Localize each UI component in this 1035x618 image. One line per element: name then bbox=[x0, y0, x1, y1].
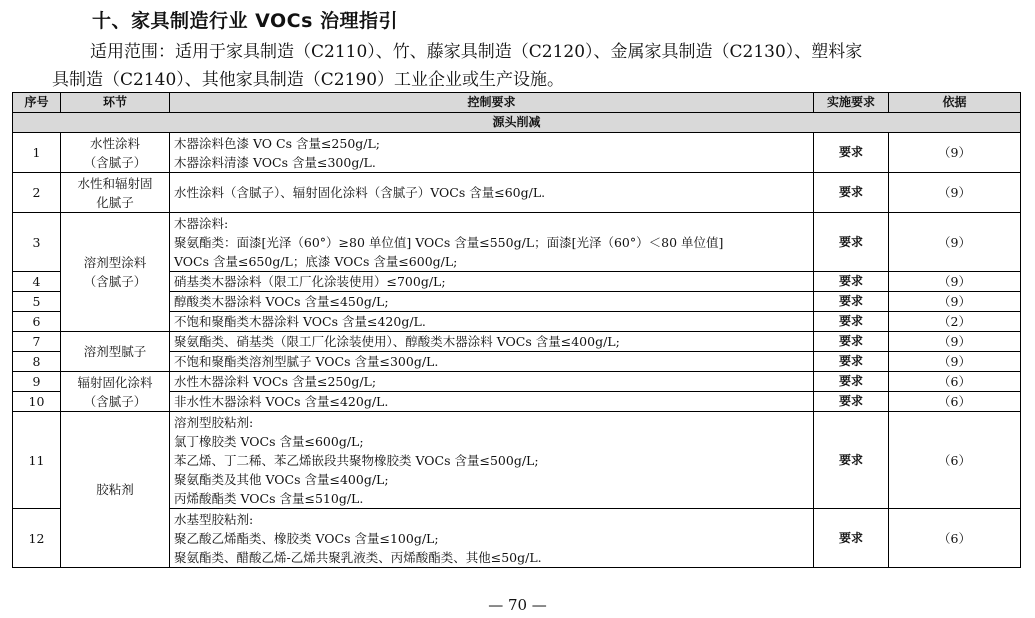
impl-cell: 要求 bbox=[814, 412, 889, 509]
stage-text: （含腻子） bbox=[83, 274, 147, 289]
control-cell bbox=[170, 372, 814, 392]
col-header-no: 序号 bbox=[13, 93, 61, 113]
impl-cell: 要求 bbox=[814, 392, 889, 412]
row-number: 5 bbox=[13, 292, 61, 312]
basis-cell: （9） bbox=[889, 213, 1021, 272]
row-number: 6 bbox=[13, 312, 61, 332]
col-header-control: 控制要求 bbox=[170, 93, 814, 113]
stage-cell bbox=[61, 372, 170, 412]
row-number: 2 bbox=[13, 173, 61, 213]
col-header-basis: 依据 bbox=[889, 93, 1021, 113]
control-text: 氯丁橡胶类 VOCs 含量≤600g/L; bbox=[174, 433, 364, 449]
basis-cell: （9） bbox=[889, 173, 1021, 213]
row-number: 9 bbox=[13, 372, 61, 392]
control-cell bbox=[170, 312, 814, 332]
row-number: 4 bbox=[13, 272, 61, 292]
control-text: 木器涂料清漆 VOCs 含量≤300g/L. bbox=[174, 154, 376, 170]
control-text: 水性木器涂料 VOCs 含量≤250g/L; bbox=[174, 374, 377, 389]
impl-cell: 要求 bbox=[814, 173, 889, 213]
stage-text: 水性和辐射固 bbox=[77, 175, 153, 191]
control-text: 醇酸类木器涂料 VOCs 含量≤450g/L; bbox=[174, 294, 389, 309]
stage-cell bbox=[61, 173, 170, 213]
control-text: 苯乙烯、丁二稀、苯乙烯嵌段共聚物橡胶类 VOCs 含量≤500g/L; bbox=[174, 452, 539, 468]
control-text: 聚氨酯类、硝基类（限工厂化涂装使用）、醇酸类木器涂料 VOCs 含量≤400g/L; bbox=[174, 334, 620, 349]
row-number: 11 bbox=[13, 412, 61, 509]
impl-cell: 要求 bbox=[814, 213, 889, 272]
control-cell bbox=[170, 272, 814, 292]
control-text: 丙烯酸酯类 VOCs 含量≤510g/L. bbox=[174, 490, 364, 506]
basis-cell: （6） bbox=[889, 372, 1021, 392]
row-number: 12 bbox=[13, 509, 61, 568]
impl-cell: 要求 bbox=[814, 133, 889, 173]
stage-text: （含腻子） bbox=[83, 393, 147, 409]
control-text: 木器涂料: bbox=[174, 215, 229, 231]
scope-text-line-1: 适用范围：适用于家具制造（C2110）、竹、藤家具制造（C2120）、金属家具制造（C2130）、塑料家 bbox=[90, 42, 863, 62]
stage-cell bbox=[61, 332, 170, 372]
basis-cell: （2） bbox=[889, 312, 1021, 332]
row-number: 1 bbox=[13, 133, 61, 173]
stage-cell bbox=[61, 412, 170, 568]
control-text: VOCs 含量≤650g/L；底漆 VOCs 含量≤600g/L; bbox=[174, 253, 458, 269]
control-cell bbox=[170, 173, 814, 213]
col-header-stage: 环节 bbox=[61, 93, 170, 113]
impl-cell: 要求 bbox=[814, 372, 889, 392]
table-row bbox=[13, 412, 1021, 509]
table-row bbox=[13, 213, 1021, 272]
control-text: 水基型胶粘剂: bbox=[174, 511, 254, 527]
control-cell bbox=[170, 332, 814, 352]
stage-text: 水性涂料 bbox=[89, 135, 140, 151]
stage-cell bbox=[61, 213, 170, 332]
control-text: 聚乙酸乙烯酯类、橡胶类 VOCs 含量≤100g/L; bbox=[174, 530, 439, 546]
stage-text: 辐射固化涂料 bbox=[77, 374, 153, 390]
stage-cell bbox=[61, 133, 170, 173]
control-cell bbox=[170, 509, 814, 568]
table-row bbox=[13, 173, 1021, 213]
control-cell bbox=[170, 133, 814, 173]
impl-cell: 要求 bbox=[814, 509, 889, 568]
control-text: 溶剂型胶粘剂: bbox=[174, 414, 254, 430]
impl-cell: 要求 bbox=[814, 332, 889, 352]
control-cell bbox=[170, 213, 814, 272]
control-text: 聚氨酯类及其他 VOCs 含量≤400g/L; bbox=[174, 471, 389, 487]
page-number: — 70 — bbox=[488, 596, 547, 614]
basis-cell: （9） bbox=[889, 292, 1021, 312]
col-header-impl: 实施要求 bbox=[814, 93, 889, 113]
basis-cell: （6） bbox=[889, 412, 1021, 509]
control-text: 不饱和聚酯类溶剂型腻子 VOCs 含量≤300g/L. bbox=[174, 354, 439, 369]
basis-cell: （9） bbox=[889, 352, 1021, 372]
control-text: 聚氨酯类：面漆[光泽（60°）≥80 单位值] VOCs 含量≤550g/L；面漆[光泽（60°）＜80 单位值] bbox=[174, 234, 724, 250]
control-text: 不饱和聚酯类木器涂料 VOCs 含量≤420g/L. bbox=[174, 314, 426, 329]
impl-cell: 要求 bbox=[814, 312, 889, 332]
section-row bbox=[13, 113, 1021, 133]
control-cell bbox=[170, 292, 814, 312]
stage-text: 溶剂型腻子 bbox=[83, 344, 147, 359]
control-cell bbox=[170, 412, 814, 509]
control-requirements-table bbox=[12, 92, 1021, 568]
basis-cell: （9） bbox=[889, 332, 1021, 352]
row-number: 10 bbox=[13, 392, 61, 412]
stage-text: （含腻子） bbox=[83, 154, 147, 170]
row-number: 8 bbox=[13, 352, 61, 372]
control-text: 硝基类木器涂料（限工厂化涂装使用）≤700g/L; bbox=[174, 274, 446, 289]
impl-cell: 要求 bbox=[814, 352, 889, 372]
row-number: 3 bbox=[13, 213, 61, 272]
control-cell bbox=[170, 392, 814, 412]
basis-cell: （9） bbox=[889, 133, 1021, 173]
scope-text-line-2: 具制造（C2140）、其他家具制造（C2190）工业企业或生产设施。 bbox=[52, 70, 565, 90]
table-row bbox=[13, 332, 1021, 352]
control-text: 非水性木器涂料 VOCs 含量≤420g/L. bbox=[174, 394, 389, 409]
stage-text: 化腻子 bbox=[96, 194, 134, 210]
impl-cell: 要求 bbox=[814, 272, 889, 292]
basis-cell: （6） bbox=[889, 509, 1021, 568]
stage-text: 溶剂型涂料 bbox=[83, 255, 147, 270]
control-text: 聚氨酯类、醋酸乙烯-乙烯共聚乳液类、丙烯酸酯类、其他≤50g/L. bbox=[174, 549, 542, 565]
control-cell bbox=[170, 352, 814, 372]
section-label: 源头削减 bbox=[13, 113, 1021, 133]
control-text: 水性涂料（含腻子）、辐射固化涂料（含腻子）VOCs 含量≤60g/L. bbox=[174, 185, 546, 200]
basis-cell: （9） bbox=[889, 272, 1021, 292]
control-text: 木器涂料色漆 VO Cs 含量≤250g/L; bbox=[174, 135, 381, 151]
section-heading: 十、家具制造行业 VOCs 治理指引 bbox=[92, 10, 399, 32]
row-number: 7 bbox=[13, 332, 61, 352]
basis-cell: （6） bbox=[889, 392, 1021, 412]
impl-cell: 要求 bbox=[814, 292, 889, 312]
stage-text: 胶粘剂 bbox=[96, 482, 134, 497]
table-row bbox=[13, 372, 1021, 392]
table-header-row bbox=[13, 93, 1021, 113]
table-row bbox=[13, 133, 1021, 173]
